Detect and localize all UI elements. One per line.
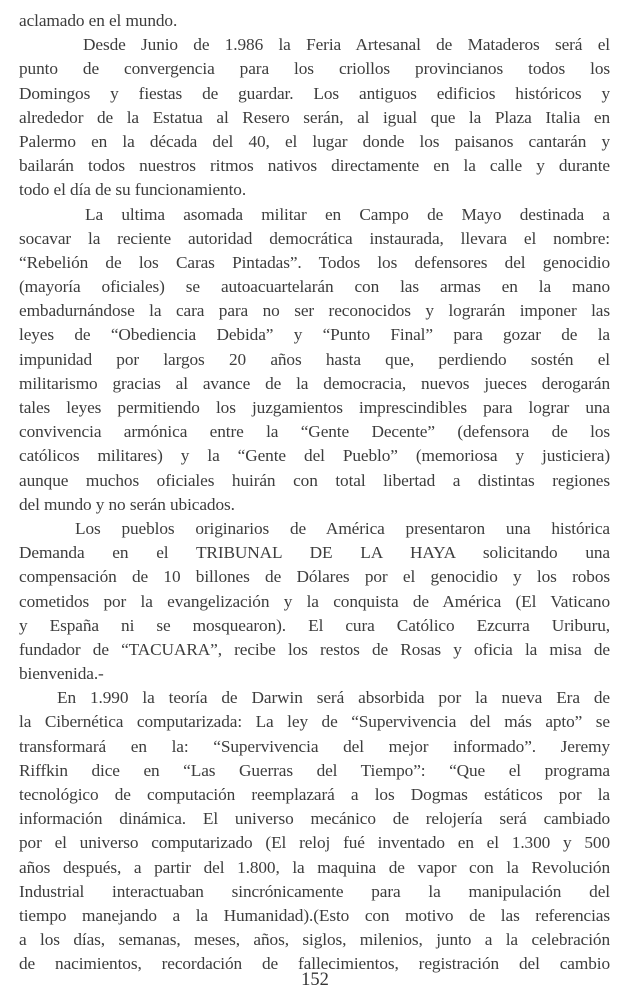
text-line: En 1.990 la teoría de Darwin será absorbida por la nueva Era de <box>57 688 610 708</box>
text-line: católicos militares) y la “Gente del Pueblo” (memoriosa y justiciera) <box>19 446 610 466</box>
text-line: tecnológico de computación reemplazará a los Dogmas estáticos por la <box>19 785 610 804</box>
text-line: embadurnándose la cara para no ser reconocidos y lograrán imponer las <box>19 301 610 321</box>
text-line: información dinámica. El universo mecánico de relojería será cambiado <box>19 809 610 829</box>
text-line: impunidad por largos 20 años hasta que, perdiendo sostén el <box>19 349 610 369</box>
text-line: punto de convergencia para los criollos provincianos todos los <box>19 59 610 79</box>
text-line: Domingos y fiestas de guardar. Los antiguos edificios históricos y <box>19 83 610 103</box>
text-line: Industrial interactuaban sincrónicamente para la manipulación del <box>19 881 610 901</box>
text-line: Riffkin dice en “Las Guerras del Tiempo”: “Que el programa <box>19 760 610 780</box>
text-line: convivencia armónica entre la “Gente Decente” (defensora de los <box>19 422 610 442</box>
text-line: bailarán todos nuestros ritmos nativos directamente en la calle y durante <box>19 156 610 176</box>
text-line: de nacimientos, recordación de fallecimientos, registración del cambio <box>19 954 610 974</box>
text-line: Desde Junio de 1.986 la Feria Artesanal de Mataderos será el <box>83 35 610 55</box>
text-line: Demanda en el TRIBUNAL DE LA HAYA solicitando una <box>19 543 610 563</box>
text-line: y España ni se mosquearon). El cura Católico Ezcurra Uriburu, <box>19 615 610 635</box>
text-line: fundador de “TACUARA”, recibe los restos de Rosas y oficia la misa de <box>19 639 610 659</box>
text-line: tales leyes permitiendo los juzgamientos imprescindibles para lograr una <box>19 398 610 417</box>
paragraph-1 <box>19 9 610 33</box>
text-line: socavar la reciente autoridad democrática instaurada, llevara el nombre: <box>19 228 610 248</box>
text-line: años después, a partir del 1.800, la maquina de vapor con la Revolución <box>19 857 610 877</box>
text-line: transformará en la: “Supervivencia del mejor informado”. Jeremy <box>19 736 610 756</box>
text-line: compensación de 10 billones de Dólares por el genocidio y los robos <box>19 567 610 587</box>
text-line: Los pueblos originarios de América presentaron una histórica <box>75 518 610 538</box>
text-line: Palermo en la década del 40, el lugar donde los paisanos cantarán y <box>19 131 610 151</box>
page-text-block <box>19 9 610 977</box>
paragraph-4 <box>19 517 610 686</box>
paragraph-5 <box>19 686 610 976</box>
text-line: aclamado en el mundo. <box>19 11 178 30</box>
paragraph-2 <box>19 33 610 202</box>
text-line: aunque muchos oficiales huirán con total libertad a distintas regiones <box>19 470 610 490</box>
text-line: todo el día de su funcionamiento. <box>19 180 247 200</box>
text-line: la Cibernética computarizada: La ley de “Supervivencia del más apto” se <box>19 712 610 732</box>
text-line: militarismo gracias al avance de la democracia, nuevos jueces derogarán <box>19 373 610 393</box>
text-line: (mayoría oficiales) se autoacuartelarán con las armas en la mano <box>19 277 610 297</box>
text-line: a los días, semanas, meses, años, siglos, milenios, junto a la celebración <box>19 930 610 950</box>
text-line: cometidos por la evangelización y la conquista de América (El Vaticano <box>19 591 610 611</box>
text-line: bienvenida.- <box>19 664 104 684</box>
text-line: alrededor de la Estatua al Resero serán, al igual que la Plaza Italia en <box>19 107 610 127</box>
paragraph-3 <box>19 203 610 517</box>
text-line: por el universo computarizado (El reloj fué inventado en el 1.300 y 500 <box>19 833 610 853</box>
text-line: La ultima asomada militar en Campo de Mayo destinada a <box>85 204 610 224</box>
text-line: “Rebelión de los Caras Pintadas”. Todos los defensores del genocidio <box>19 252 610 272</box>
text-line: leyes de “Obediencia Debida” y “Punto Final” para gozar de la <box>19 325 610 345</box>
page-number: 152 <box>301 970 329 990</box>
text-line: del mundo y no serán ubicados. <box>19 494 235 514</box>
text-line: tiempo manejando a la Humanidad).(Esto con motivo de las referencias <box>19 905 610 925</box>
